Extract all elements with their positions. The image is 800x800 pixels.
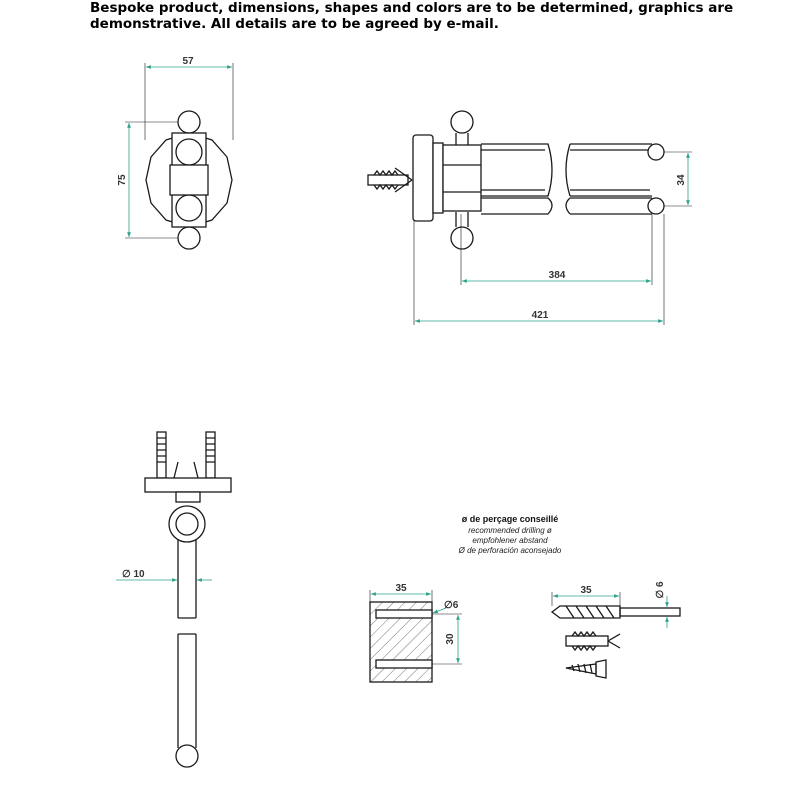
end-flange bbox=[145, 478, 231, 492]
dimension-block-35-label: 35 bbox=[395, 583, 407, 594]
tube-end-ball bbox=[176, 745, 198, 767]
dimension-75-label: 75 bbox=[117, 174, 128, 186]
drill-bit bbox=[552, 581, 680, 628]
dimension-bit-d6-label: ∅ 6 bbox=[655, 581, 666, 599]
front-view bbox=[117, 56, 233, 249]
arm-end-ball-bottom bbox=[648, 198, 664, 214]
wall-flange bbox=[413, 135, 433, 221]
bottom-knob bbox=[178, 227, 200, 249]
screw-icon bbox=[566, 660, 606, 678]
wall-section bbox=[370, 583, 462, 682]
drilling-en: recommended drilling ø bbox=[468, 526, 552, 535]
hole-diameter-label: ∅6 bbox=[444, 600, 459, 611]
end-view bbox=[116, 432, 231, 767]
side-top-knob bbox=[451, 111, 473, 133]
wall-plug-side bbox=[368, 168, 412, 192]
drilling-title: ø de perçage conseillé bbox=[461, 514, 559, 524]
drilling-es: Ø de perforación aconsejado bbox=[458, 546, 562, 555]
top-knob bbox=[178, 111, 200, 133]
dimension-30-label: 30 bbox=[445, 633, 456, 645]
bottom-arm bbox=[481, 198, 652, 214]
drilling-caption bbox=[458, 514, 562, 555]
side-bottom-knob bbox=[451, 227, 473, 249]
drilling-de: empfohlener abstand bbox=[472, 536, 548, 545]
notice-line-2: demonstrative. All details are to be agreed by e-mail. bbox=[90, 16, 499, 32]
dimension-384-label: 384 bbox=[548, 270, 566, 281]
dimension-421-label: 421 bbox=[531, 310, 549, 321]
dimension-57-label: 57 bbox=[182, 56, 194, 67]
dimension-34-label: 34 bbox=[676, 174, 687, 186]
notice-line-1: Bespoke product, dimensions, shapes and colors are to be determined, graphics are bbox=[90, 0, 734, 16]
plug-icon bbox=[566, 632, 620, 650]
hinge-ring bbox=[169, 506, 205, 542]
arm-end-ball-top bbox=[648, 144, 664, 160]
dimension-bit-35-label: 35 bbox=[580, 585, 592, 596]
side-view bbox=[368, 111, 692, 325]
top-arm bbox=[481, 144, 652, 196]
end-view-plugs bbox=[157, 432, 215, 478]
drill-bit-shank bbox=[620, 608, 680, 616]
dimension-d10-label: ∅ 10 bbox=[122, 569, 145, 580]
